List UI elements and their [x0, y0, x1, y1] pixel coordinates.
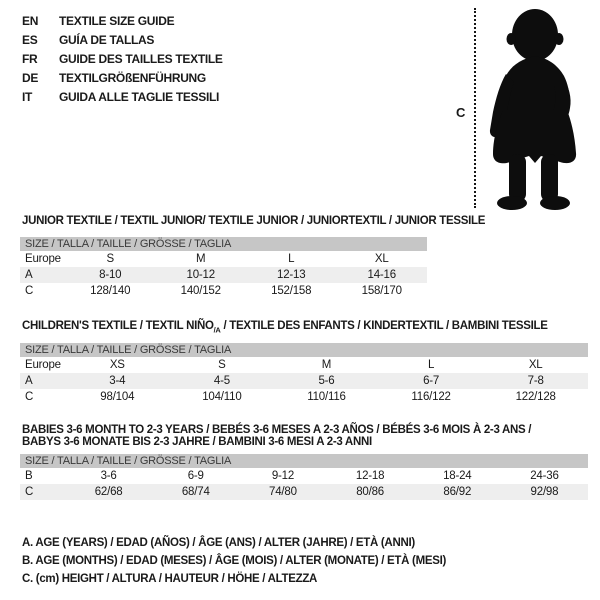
row-label: C [25, 285, 34, 297]
babies-title-line1: BABIES 3-6 MONTH TO 2-3 YEARS / BEBÉS 3-6 MESES A 2-3 AÑOS / BÉBÉS 3-6 MOIS À 2-3 ANS / [22, 424, 532, 436]
language-code: IT [22, 89, 33, 104]
size-cell: 14-16 [367, 269, 396, 281]
size-cell: 92/98 [530, 486, 559, 498]
language-title: GUIDE DES TAILLES TEXTILE [59, 51, 223, 66]
size-cell: 68/74 [181, 486, 210, 498]
table-row [20, 389, 588, 405]
size-cell: 18-24 [443, 470, 472, 482]
size-cell: 98/104 [100, 391, 135, 404]
measurement-figure [450, 4, 595, 214]
column-header-row [20, 251, 427, 267]
children-section [20, 320, 588, 405]
babies-section [20, 424, 588, 500]
height-dotted-line [474, 8, 476, 208]
language-title: TEXTILE SIZE GUIDE [59, 13, 175, 28]
size-cell: 8-10 [99, 269, 122, 281]
col-header: XL [528, 359, 543, 372]
children-title-part: CHILDREN'S TEXTILE / TEXTIL NIÑO [22, 320, 214, 332]
col-header: M [321, 359, 332, 372]
col-header: XL [374, 253, 389, 265]
height-measure-label: C [456, 105, 466, 120]
size-cell: 6-9 [187, 470, 204, 482]
size-cell: 140/152 [180, 285, 221, 297]
col-header: L [427, 359, 435, 372]
footnote-b: B. AGE (MONTHS) / EDAD (MESES) / ÂGE (MOIS) / ALTER (MONATE) / ETÀ (MESI) [22, 555, 447, 567]
table-row [20, 267, 427, 283]
col-header: L [288, 253, 295, 265]
region-label: Europe [25, 359, 61, 372]
language-row-it [22, 87, 223, 106]
col-header: XS [109, 359, 125, 372]
size-cell: 122/128 [515, 391, 556, 404]
children-title-part: / TEXTILE DES ENFANTS / KINDERTEXTIL / BAMBINI TESSILE [220, 320, 548, 332]
junior-section [20, 215, 486, 299]
footnote-legend [22, 534, 446, 588]
size-cell: 5-6 [318, 375, 335, 388]
size-cell: 104/110 [202, 391, 242, 404]
language-row-fr [22, 49, 223, 68]
size-cell: 6-7 [423, 375, 440, 388]
language-code: EN [22, 13, 39, 28]
size-cell: 110/116 [307, 391, 346, 404]
language-title: GUÍA DE TALLAS [59, 32, 155, 47]
language-row-en [22, 11, 223, 30]
row-label: C [25, 391, 34, 404]
col-header: S [106, 253, 114, 265]
size-header-bar: SIZE / TALLA / TAILLE / GRÖSSE / TAGLIA [20, 237, 427, 251]
size-cell: 74/80 [269, 486, 297, 498]
babies-title-line2: BABYS 3-6 MONATE BIS 2-3 JAHRE / BAMBINI 3-6 MESI A 2-3 ANNI [22, 436, 372, 448]
region-label: Europe [25, 253, 61, 265]
size-cell: 158/170 [361, 285, 402, 297]
language-code: FR [22, 51, 38, 66]
col-header: M [196, 253, 206, 265]
language-row-de [22, 68, 223, 87]
size-cell: 9-12 [271, 470, 295, 482]
row-label: B [25, 470, 33, 482]
table-row [20, 484, 588, 500]
size-cell: 80/86 [356, 486, 384, 498]
size-header-bar: SIZE / TALLA / TAILLE / GRÖSSE / TAGLIA [20, 454, 588, 468]
size-header-bar: SIZE / TALLA / TAILLE / GRÖSSE / TAGLIA [20, 343, 588, 357]
row-label: C [25, 486, 34, 498]
size-cell: 116/122 [411, 391, 451, 404]
size-cell: 24-36 [530, 470, 559, 482]
size-cell: 86/92 [443, 486, 472, 498]
size-cell: 128/140 [90, 285, 131, 297]
size-cell: 12-18 [355, 470, 385, 482]
table-row [20, 468, 588, 484]
size-cell: 62/68 [94, 486, 123, 498]
children-title-subscript: /A [213, 325, 221, 335]
row-label: A [25, 375, 33, 388]
language-code: ES [22, 32, 38, 47]
junior-title: JUNIOR TEXTILE / TEXTIL JUNIOR/ TEXTILE JUNIOR / JUNIORTEXTIL / JUNIOR TESSILE [22, 215, 486, 227]
size-cell: 12-13 [277, 269, 306, 281]
size-cell: 10-12 [186, 269, 215, 281]
language-title: TEXTILGRÖßENFÜHRUNG [59, 70, 206, 85]
footnote-a: A. AGE (YEARS) / EDAD (AÑOS) / ÂGE (ANS) / ALTER (JAHRE) / ETÀ (ANNI) [22, 537, 415, 549]
language-title: GUIDA ALLE TAGLIE TESSILI [59, 89, 220, 104]
language-row-es [22, 30, 223, 49]
size-cell: 3-6 [100, 470, 117, 482]
size-cell: 4-5 [213, 375, 230, 388]
size-cell: 3-4 [109, 375, 126, 388]
language-list [22, 11, 223, 106]
row-label: A [25, 269, 33, 281]
col-header: S [218, 359, 226, 372]
footnote-c: C. (cm) HEIGHT / ALTURA / HAUTEUR / HÖHE / ALTEZZA [22, 573, 318, 585]
size-cell: 7-8 [527, 375, 544, 388]
table-row [20, 283, 427, 299]
children-title [22, 320, 588, 334]
table-row [20, 373, 588, 389]
language-code: DE [22, 70, 39, 85]
column-header-row [20, 357, 588, 373]
toddler-silhouette-icon [488, 6, 588, 211]
size-cell: 152/158 [271, 285, 312, 297]
